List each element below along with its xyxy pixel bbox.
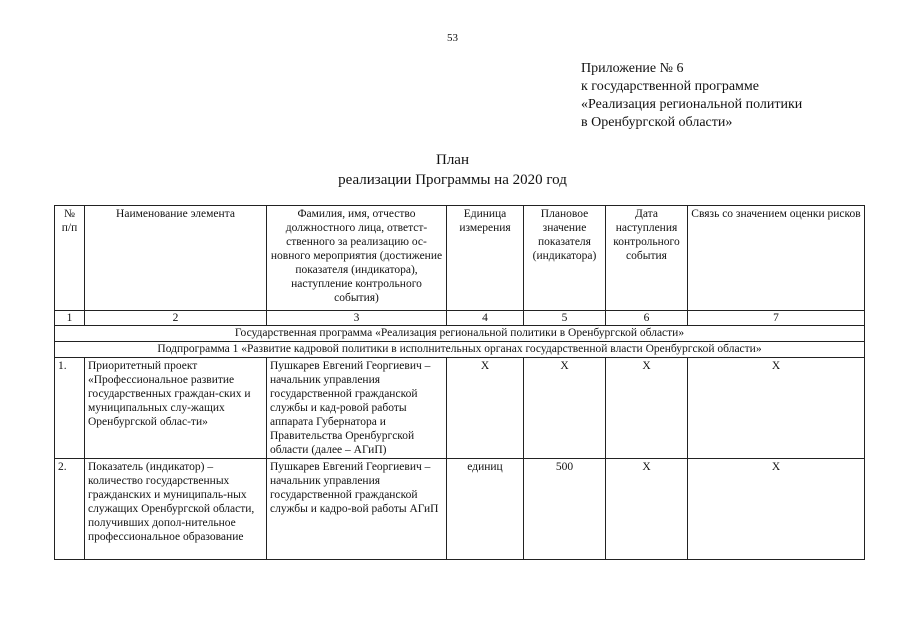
subprogram-row: [55, 342, 865, 358]
row-plan-value-cell: 500: [524, 459, 606, 560]
header-cell-date: Дата наступления контрольного события: [606, 206, 688, 311]
row-number-cell: 1.: [55, 358, 85, 459]
column-number: 3: [267, 311, 447, 326]
appendix-line: к государственной программе: [581, 79, 759, 94]
header-cell-risk: Связь со значением оценки рисков: [688, 206, 865, 311]
table-header-row: [55, 206, 865, 311]
column-number: 4: [447, 311, 524, 326]
row-risk-cell: Х: [688, 358, 865, 459]
header-cell-responsible: Фамилия, имя, отчество должностного лица, ответст-ственного за реализацию ос-новного мероприятия (достижение показателя (индикатора), наступление контрольного события): [267, 206, 447, 311]
row-unit-cell: единиц: [447, 459, 524, 560]
page-number: 53: [447, 32, 458, 44]
document-title: [0, 150, 905, 190]
header-cell-num: № п/п: [55, 206, 85, 311]
header-cell-plan-value: Плановое значение показателя (индикатора): [524, 206, 606, 311]
appendix-block: [581, 60, 802, 132]
column-number: 1: [55, 311, 85, 326]
column-number: 2: [85, 311, 267, 326]
row-name-cell: Приоритетный проект «Профессиональное развитие государственных граждан-ских и муниципальных слу-жащих Оренбургской облас-ти»: [85, 358, 267, 459]
row-date-cell: Х: [606, 358, 688, 459]
row-responsible-cell: Пушкарев Евгений Георгиевич – начальник управления государственной гражданской службы и кадро-вой работы АГиП: [267, 459, 447, 560]
header-cell-unit: Единица измерения: [447, 206, 524, 311]
header-cell-name: Наименование элемента: [85, 206, 267, 311]
column-number: 5: [524, 311, 606, 326]
column-number: 6: [606, 311, 688, 326]
title-line-2: реализации Программы на 2020 год: [338, 172, 567, 188]
title-line-1: План: [435, 152, 469, 168]
row-date-cell: Х: [606, 459, 688, 560]
row-number-cell: 2.: [55, 459, 85, 560]
row-plan-value-cell: Х: [524, 358, 606, 459]
table-row: [55, 358, 865, 459]
column-number-row: [55, 311, 865, 326]
program-row: [55, 326, 865, 342]
subprogram-title-cell: Подпрограмма 1 «Развитие кадровой политики в исполнительных органах государственной власти Оренбургской области»: [55, 342, 865, 358]
row-risk-cell: Х: [688, 459, 865, 560]
table-row: [55, 459, 865, 560]
row-name-cell: Показатель (индикатор) – количество государственных гражданских и муниципаль-ных служащих Оренбургской области, получивших допол-нительное профессиональное образование: [85, 459, 267, 560]
appendix-line: в Оренбургской области»: [581, 115, 733, 130]
column-number: 7: [688, 311, 865, 326]
appendix-line: Приложение № 6: [581, 61, 684, 76]
row-responsible-cell: Пушкарев Евгений Георгиевич – начальник управления государственной гражданской службы и кад-ровой работы аппарата Губернатора и Правительства Оренбургской области (далее – АГиП): [267, 358, 447, 459]
row-unit-cell: Х: [447, 358, 524, 459]
plan-table: [54, 205, 865, 560]
program-title-cell: Государственная программа «Реализация региональной политики в Оренбургской области»: [55, 326, 865, 342]
appendix-line: «Реализация региональной политики: [581, 97, 803, 112]
